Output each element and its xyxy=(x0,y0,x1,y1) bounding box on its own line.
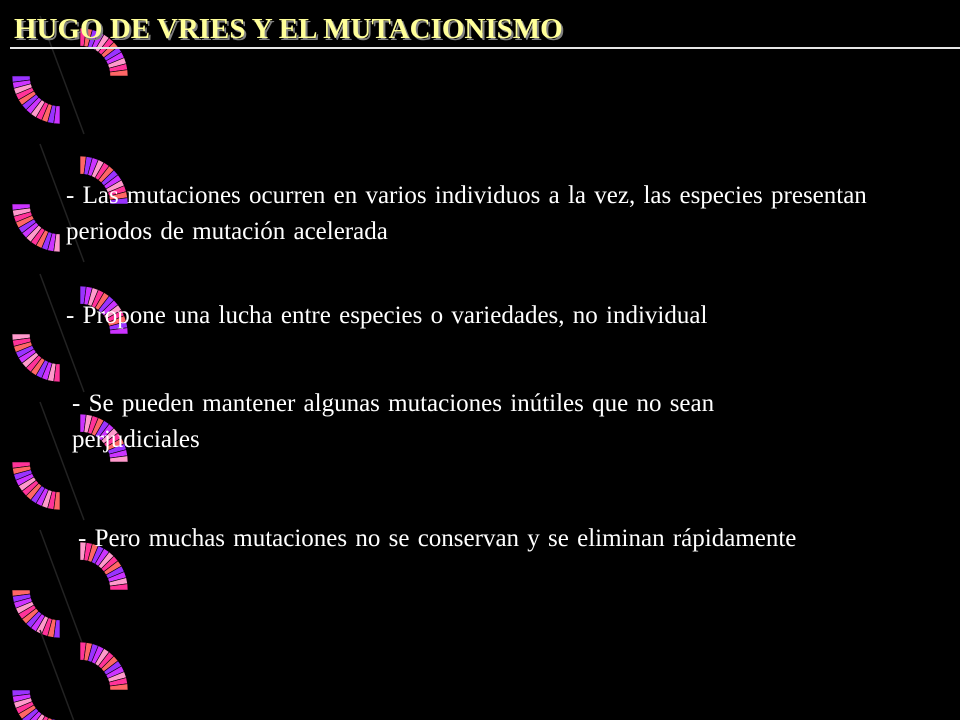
bullet-point-4: - Pero muchas mutaciones no se conservan y se eliminan rápidamente xyxy=(78,525,797,552)
ribbon-twist-line xyxy=(40,630,84,720)
bullet-point-1: - Las mutaciones ocurren en varios individuos a la vez, las especies presentan periodos de mutación acelerada xyxy=(66,182,867,245)
slide-title: HUGO DE VRIES Y EL MUTACIONISMO xyxy=(14,13,563,45)
bullet-point-2: - Propone una lucha entre especies o variedades, no individual xyxy=(66,302,708,329)
bullet-point-3: - Se pueden mantener algunas mutaciones inútiles que no sean perjudiciales xyxy=(72,390,715,453)
title-underline xyxy=(10,47,960,49)
